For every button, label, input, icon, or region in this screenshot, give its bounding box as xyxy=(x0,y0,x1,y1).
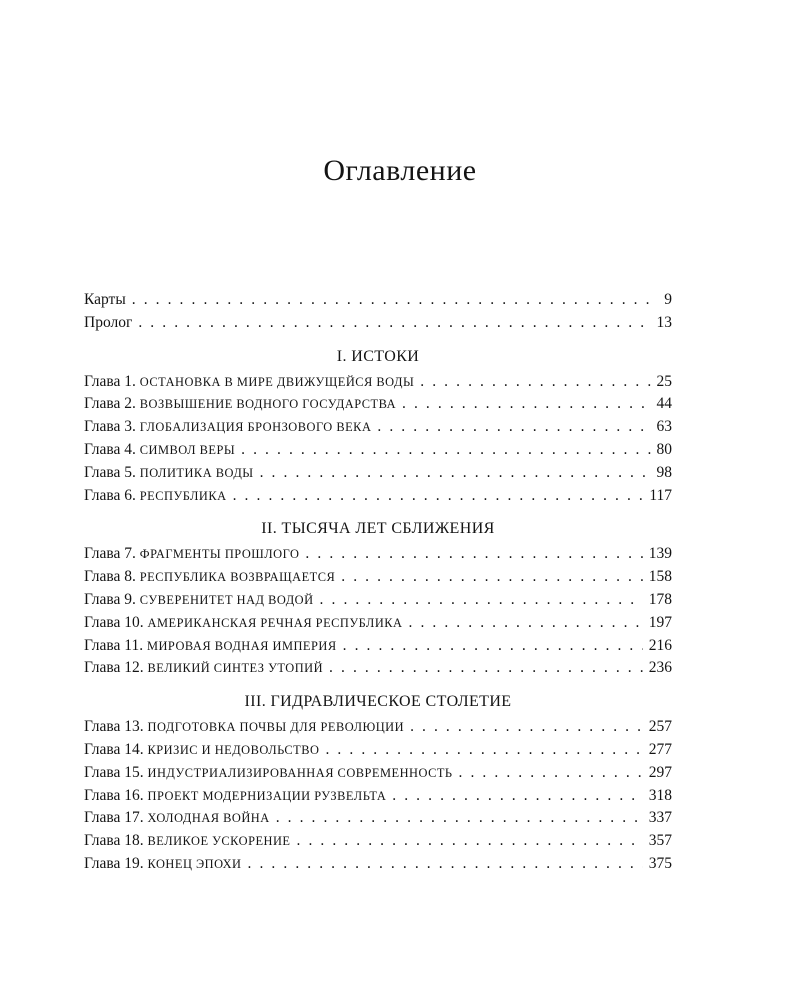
toc-entry-label xyxy=(84,591,314,609)
dot-leader xyxy=(392,787,642,805)
toc-entry-label xyxy=(84,809,270,827)
toc-entry-label xyxy=(84,637,337,655)
dot-leader xyxy=(377,418,650,436)
dot-leader xyxy=(420,373,650,391)
toc-entry-label xyxy=(84,764,453,782)
dot-leader xyxy=(138,314,650,332)
toc-entry-maps[interactable] xyxy=(84,291,672,314)
chapter-title: ОСТАНОВКА В МИРЕ ДВИЖУЩЕЙСЯ ВОДЫ xyxy=(139,374,415,389)
chapter-number: Глава 3. xyxy=(84,418,136,436)
toc-entry-label xyxy=(84,373,414,391)
chapter-number: Глава 15. xyxy=(84,763,144,781)
toc-page-number: 216 xyxy=(648,636,672,654)
part-heading-3: III. ГИДРАВЛИЧЕСКОЕ СТОЛЕТИЕ xyxy=(244,693,512,711)
toc-page-number: 318 xyxy=(648,786,672,804)
dot-leader xyxy=(459,764,643,782)
toc-entry-label xyxy=(84,487,227,505)
dot-leader xyxy=(305,545,642,563)
toc-page-number: 357 xyxy=(648,832,672,850)
part-heading-2: II. ТЫСЯЧА ЛЕТ СБЛИЖЕНИЯ xyxy=(261,520,495,538)
chapter-number: Глава 16. xyxy=(84,786,144,804)
chapter-number: Глава 6. xyxy=(84,486,136,504)
toc-page-number: 80 xyxy=(656,440,672,458)
page-title: Оглавление xyxy=(323,154,477,187)
toc-page-number: 98 xyxy=(656,463,672,481)
dot-leader xyxy=(409,614,643,632)
toc-entry-label: Пролог xyxy=(84,313,133,331)
toc-entry-label xyxy=(84,659,323,677)
dot-leader xyxy=(132,291,659,309)
chapter-number: Глава 14. xyxy=(84,740,144,758)
dot-leader xyxy=(297,832,643,850)
chapter-title: КОНЕЦ ЭПОХИ xyxy=(147,856,242,871)
chapter-number: Глава 8. xyxy=(84,568,136,586)
toc-chapter-entry[interactable] xyxy=(84,418,672,441)
toc-chapter-entry[interactable] xyxy=(84,809,672,832)
toc-entry-prologue[interactable] xyxy=(84,314,672,337)
chapter-title: ИНДУСТРИАЛИЗИРОВАННАЯ СОВРЕМЕННОСТЬ xyxy=(147,765,453,780)
toc-page-number: 117 xyxy=(649,486,672,504)
toc-entry-label xyxy=(84,741,319,759)
toc-page-number: 25 xyxy=(656,372,672,390)
table-of-contents xyxy=(84,291,672,878)
chapter-title: ХОЛОДНАЯ ВОЙНА xyxy=(147,811,270,826)
chapter-number: Глава 7. xyxy=(84,545,136,563)
chapter-number: Глава 5. xyxy=(84,463,136,481)
chapter-title: ВЕЛИКОЕ УСКОРЕНИЕ xyxy=(147,834,291,849)
toc-entry-label: Карты xyxy=(84,291,126,308)
chapter-title: СИМВОЛ ВЕРЫ xyxy=(139,442,236,457)
chapter-number: Глава 13. xyxy=(84,718,144,736)
dot-leader xyxy=(241,441,650,459)
toc-page-number: 337 xyxy=(648,809,672,827)
toc-chapter-entry[interactable] xyxy=(84,464,672,487)
toc-entry-label xyxy=(84,395,396,413)
toc-chapter-entry[interactable] xyxy=(84,591,672,614)
toc-chapter-entry[interactable] xyxy=(84,741,672,764)
dot-leader xyxy=(248,855,643,873)
dot-leader xyxy=(402,395,650,413)
toc-page-number: 9 xyxy=(664,291,672,308)
toc-chapter-entry[interactable] xyxy=(84,787,672,810)
toc-chapter-entry[interactable] xyxy=(84,545,672,568)
toc-page-number: 236 xyxy=(648,659,672,677)
toc-entry-label xyxy=(84,545,299,563)
chapter-number: Глава 1. xyxy=(84,372,136,390)
toc-entry-label xyxy=(84,718,404,736)
toc-page-number: 197 xyxy=(648,613,672,631)
toc-chapter-entry[interactable] xyxy=(84,637,672,660)
toc-entry-label xyxy=(84,855,242,873)
chapter-title: ВЕЛИКИЙ СИНТЕЗ УТОПИЙ xyxy=(147,661,324,676)
chapter-title: ГЛОБАЛИЗАЦИЯ БРОНЗОВОГО ВЕКА xyxy=(139,420,372,435)
chapter-number: Глава 19. xyxy=(84,854,144,872)
dot-leader xyxy=(325,741,642,759)
toc-chapter-entry[interactable] xyxy=(84,614,672,637)
toc-entry-label xyxy=(84,787,386,805)
chapter-title: ПОДГОТОВКА ПОЧВЫ ДЛЯ РЕВОЛЮЦИИ xyxy=(147,720,405,735)
toc-chapter-entry[interactable] xyxy=(84,832,672,855)
dot-leader xyxy=(343,637,643,655)
toc-entry-label xyxy=(84,464,254,482)
toc-page-number: 13 xyxy=(656,313,672,331)
toc-chapter-entry[interactable] xyxy=(84,764,672,787)
toc-chapter-entry[interactable] xyxy=(84,855,672,878)
chapter-number: Глава 10. xyxy=(84,613,144,631)
chapter-title: РЕСПУБЛИКА xyxy=(139,488,227,503)
chapter-title: РЕСПУБЛИКА ВОЗВРАЩАЕТСЯ xyxy=(139,570,336,585)
dot-leader xyxy=(320,591,643,609)
dot-leader xyxy=(329,659,643,677)
toc-entry-label xyxy=(84,418,371,436)
toc-page-number: 44 xyxy=(656,395,672,413)
toc-page-number: 178 xyxy=(648,590,672,608)
toc-chapter-entry[interactable] xyxy=(84,659,672,682)
chapter-number: Глава 2. xyxy=(84,395,136,413)
dot-leader xyxy=(341,568,643,586)
chapter-title: ФРАГМЕНТЫ ПРОШЛОГО xyxy=(139,547,300,562)
dot-leader xyxy=(260,464,651,482)
toc-page-number: 158 xyxy=(648,568,672,586)
toc-entry-label xyxy=(84,441,235,459)
chapter-number: Глава 12. xyxy=(84,659,144,677)
chapter-title: СУВЕРЕНИТЕТ НАД ВОДОЙ xyxy=(139,592,314,607)
toc-page-number: 257 xyxy=(648,718,672,736)
chapter-title: КРИЗИС И НЕДОВОЛЬСТВО xyxy=(147,742,320,757)
toc-page-number: 297 xyxy=(648,763,672,781)
toc-chapter-entry[interactable] xyxy=(84,568,672,591)
chapter-title: МИРОВАЯ ВОДНАЯ ИМПЕРИЯ xyxy=(146,638,337,653)
chapter-title: ВОЗВЫШЕНИЕ ВОДНОГО ГОСУДАРСТВА xyxy=(139,397,397,412)
toc-chapter-entry[interactable] xyxy=(84,718,672,741)
toc-page-number: 139 xyxy=(648,545,672,563)
chapter-title: АМЕРИКАНСКАЯ РЕЧНАЯ РЕСПУБЛИКА xyxy=(147,615,403,630)
toc-page-number: 277 xyxy=(648,740,672,758)
chapter-number: Глава 17. xyxy=(84,809,144,827)
dot-leader xyxy=(276,809,643,827)
toc-chapter-entry[interactable] xyxy=(84,441,672,464)
chapter-number: Глава 18. xyxy=(84,832,144,850)
toc-chapter-entry[interactable] xyxy=(84,373,672,396)
chapter-title: ПРОЕКТ МОДЕРНИЗАЦИИ РУЗВЕЛЬТА xyxy=(147,788,387,803)
toc-entry-label xyxy=(84,832,291,850)
dot-leader xyxy=(410,718,643,736)
chapter-number: Глава 4. xyxy=(84,440,136,458)
toc-entry-label xyxy=(84,568,335,586)
toc-chapter-entry[interactable] xyxy=(84,395,672,418)
toc-page-number: 63 xyxy=(656,418,672,436)
chapter-number: Глава 11. xyxy=(84,636,144,654)
chapter-number: Глава 9. xyxy=(84,590,136,608)
toc-page-number: 375 xyxy=(648,854,672,872)
chapter-title: ПОЛИТИКА ВОДЫ xyxy=(139,465,254,480)
toc-chapter-entry[interactable] xyxy=(84,487,672,510)
toc-entry-label xyxy=(84,614,403,632)
dot-leader xyxy=(233,487,644,505)
part-heading-1: I. ИСТОКИ xyxy=(336,347,420,365)
